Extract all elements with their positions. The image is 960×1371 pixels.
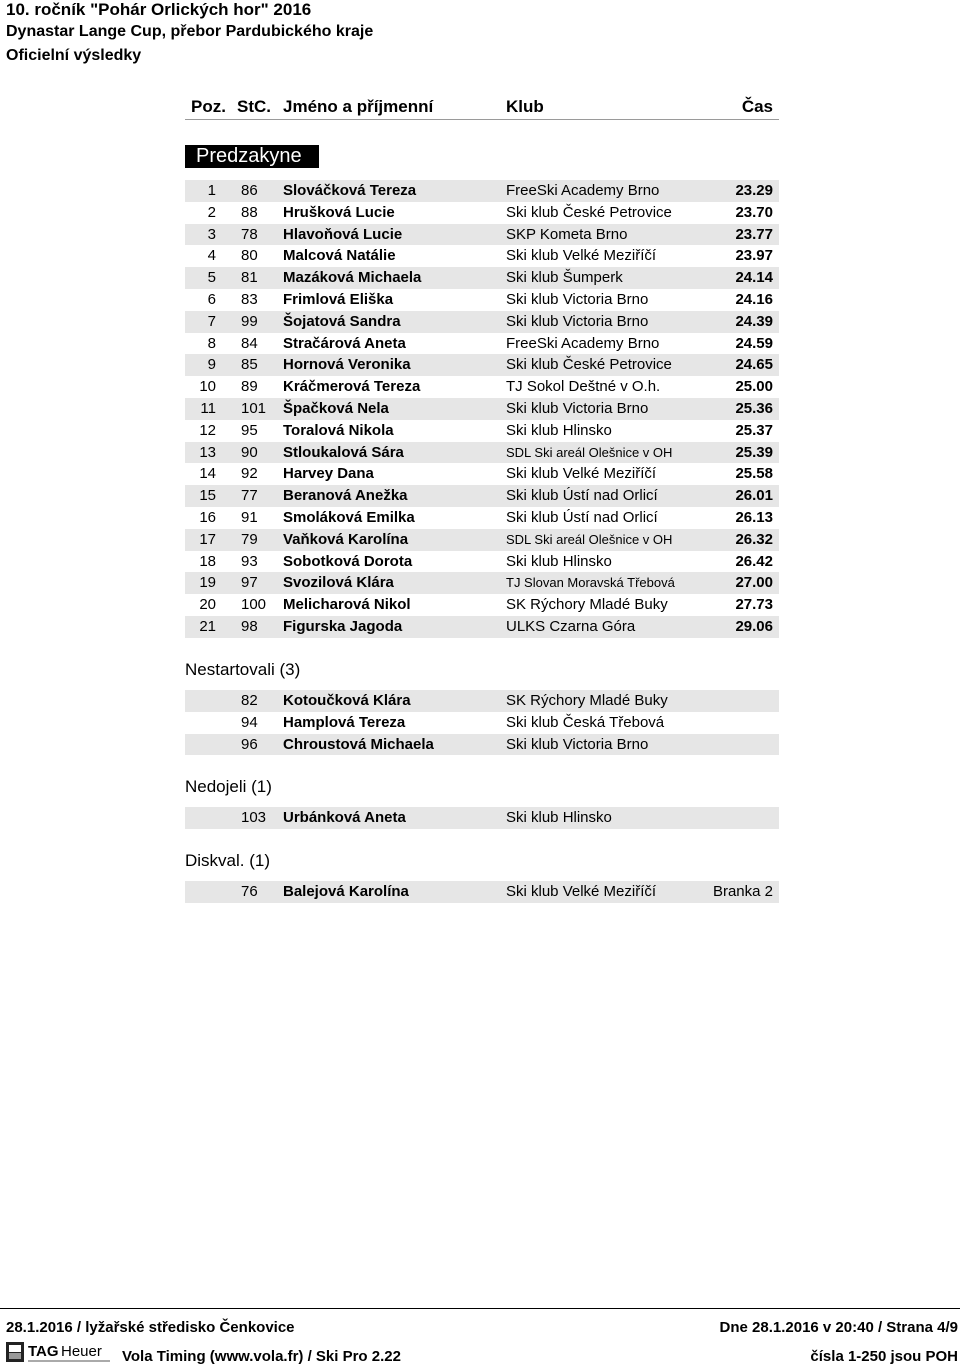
club-cell: Ski klub Ústí nad Orlicí: [506, 487, 658, 505]
name-cell: Chroustová Michaela: [283, 735, 434, 753]
dnf-table: [185, 807, 779, 829]
time-cell: 23.77: [735, 225, 773, 243]
dns-table: [185, 690, 779, 755]
club-cell: ULKS Czarna Góra: [506, 617, 636, 635]
club-cell: Ski klub České Petrovice: [506, 356, 672, 374]
name-cell: Hornová Veronika: [283, 356, 411, 374]
rank-cell: 16: [199, 508, 216, 526]
column-header: [185, 95, 779, 120]
time-cell: 27.73: [735, 596, 773, 614]
time-cell: 25.58: [735, 465, 773, 483]
table-row: [185, 485, 779, 507]
name-cell: Slováčková Tereza: [283, 182, 417, 199]
time-cell: 23.70: [735, 203, 773, 221]
table-row: [185, 267, 779, 289]
rank-cell: 19: [199, 574, 216, 592]
col-time: Čas: [741, 97, 773, 116]
bib-cell: 77: [241, 487, 258, 505]
name-cell: Malcová Natálie: [283, 247, 396, 265]
table-row: [185, 420, 779, 442]
club-cell: SKP Kometa Brno: [506, 225, 628, 243]
bib-cell: 83: [241, 290, 258, 308]
time-cell: 24.14: [735, 269, 773, 287]
table-row: [185, 333, 779, 355]
bib-cell: 98: [241, 617, 258, 635]
club-cell: Ski klub Velké Meziříčí: [506, 465, 657, 483]
name-cell: Harvey Dana: [283, 465, 374, 483]
table-row: [185, 807, 779, 829]
table-row: [185, 354, 779, 376]
col-pos: Poz.: [191, 97, 226, 116]
name-cell: Stračárová Aneta: [283, 334, 406, 352]
bib-cell: 86: [241, 182, 258, 199]
results-type: Oficielní výsledky: [6, 47, 142, 64]
rank-cell: 7: [207, 312, 216, 330]
rank-cell: 18: [199, 552, 216, 570]
name-cell: Sobotková Dorota: [283, 552, 413, 570]
club-cell: FreeSki Academy Brno: [506, 334, 660, 352]
rank-cell: 21: [199, 617, 216, 635]
bib-cell: 101: [241, 399, 267, 417]
svg-text:TAG: TAG: [28, 1343, 59, 1360]
table-row: [185, 734, 779, 756]
rank-cell: 20: [199, 596, 216, 614]
time-cell: 25.39: [735, 443, 773, 461]
time-cell: 24.39: [735, 312, 773, 330]
club-cell: TJ Slovan Moravská Třebová: [506, 575, 675, 591]
bib-cell: 100: [241, 596, 267, 614]
club-cell: SK Rýchory Mladé Buky: [506, 692, 668, 709]
time-cell: 26.13: [735, 508, 773, 526]
bib-cell: 99: [241, 312, 258, 330]
bib-cell: 95: [241, 421, 258, 439]
rank-cell: 14: [199, 465, 216, 483]
table-row: [185, 529, 779, 551]
time-cell: 23.97: [735, 247, 773, 265]
dns-title: Nestartovali (3): [185, 660, 301, 679]
table-row: [185, 463, 779, 485]
table-row: [185, 180, 779, 202]
rank-cell: 15: [199, 487, 216, 505]
name-cell: Svozilová Klára: [283, 574, 394, 592]
name-cell: Figurska Jagoda: [283, 617, 403, 635]
club-cell: Ski klub Hlinsko: [506, 421, 612, 439]
bib-cell: 80: [241, 247, 258, 265]
club-cell: Ski klub Velké Meziříčí: [506, 883, 657, 900]
time-cell: 29.06: [735, 617, 773, 635]
rank-cell: 11: [200, 399, 216, 417]
name-cell: Stloukalová Sára: [283, 443, 404, 461]
event-title: 10. ročník "Pohár Orlických hor" 2016: [6, 0, 312, 19]
col-bib: StC.: [237, 97, 271, 116]
rank-cell: 5: [207, 269, 216, 287]
table-row: [185, 690, 779, 712]
time-cell: 27.00: [735, 574, 773, 592]
page-footer: [0, 1308, 960, 1371]
time-cell: 25.37: [735, 421, 773, 439]
table-row: [185, 712, 779, 734]
table-row: [185, 202, 779, 224]
table-row: [185, 398, 779, 420]
table-row: [185, 289, 779, 311]
rank-cell: 13: [199, 443, 216, 461]
bib-cell: 85: [241, 356, 258, 374]
note-cell: Branka 2: [712, 883, 773, 900]
name-cell: Šojatová Sandra: [283, 312, 401, 330]
name-cell: Kotoučková Klára: [283, 692, 411, 709]
bib-cell: 93: [241, 552, 258, 570]
club-cell: Ski klub Šumperk: [506, 269, 623, 287]
table-row: [185, 376, 779, 398]
dnf-title: Nedojeli (1): [185, 777, 272, 796]
club-cell: Ski klub Victoria Brno: [506, 399, 649, 417]
rank-cell: 17: [199, 530, 216, 548]
club-cell: Ski klub Ústí nad Orlicí: [506, 508, 658, 526]
rank-cell: 4: [207, 247, 216, 265]
table-row: [185, 572, 779, 594]
club-cell: Ski klub Hlinsko: [506, 552, 612, 570]
time-cell: 24.59: [735, 334, 773, 352]
name-cell: Urbánková Aneta: [283, 809, 406, 826]
col-club: Klub: [506, 97, 544, 116]
event-subtitle: Dynastar Lange Cup, přebor Pardubického kraje: [6, 23, 374, 40]
tagheuer-logo-icon: [6, 1339, 112, 1366]
time-cell: 26.42: [735, 552, 773, 570]
name-cell: Toralová Nikola: [283, 421, 394, 439]
rank-cell: 12: [199, 421, 216, 439]
name-cell: Kráčmerová Tereza: [283, 378, 421, 396]
table-row: [185, 507, 779, 529]
club-cell: Ski klub Velké Meziříčí: [506, 247, 657, 265]
table-row: [185, 594, 779, 616]
name-cell: Smoláková Emilka: [283, 508, 415, 526]
bib-cell: 79: [241, 530, 258, 548]
table-row: [185, 442, 779, 464]
results-table: [185, 180, 779, 638]
name-cell: Beranová Anežka: [283, 487, 408, 505]
name-cell: Mazáková Michaela: [283, 269, 422, 287]
bib-cell: 89: [241, 378, 258, 396]
bib-cell: 82: [241, 692, 258, 709]
time-cell: 26.01: [735, 487, 773, 505]
club-cell: Ski klub České Petrovice: [506, 203, 672, 221]
club-cell: Ski klub Victoria Brno: [506, 735, 649, 753]
svg-text:Heuer: Heuer: [61, 1343, 102, 1360]
time-cell: 25.36: [735, 399, 773, 417]
name-cell: Hamplová Tereza: [283, 713, 406, 731]
name-cell: Špačková Nela: [283, 399, 389, 417]
bib-cell: 78: [241, 225, 258, 243]
club-cell: Ski klub Česká Třebová: [506, 713, 665, 731]
rank-cell: 3: [207, 225, 216, 243]
footer-timing: Vola Timing (www.vola.fr) / Ski Pro 2.22: [122, 1348, 401, 1365]
club-cell: Ski klub Hlinsko: [506, 809, 612, 826]
table-row: [185, 224, 779, 246]
bib-cell: 97: [241, 574, 258, 592]
dsq-title: Diskval. (1): [185, 851, 271, 870]
bib-cell: 90: [241, 443, 258, 461]
table-row: [185, 245, 779, 267]
rank-cell: 2: [207, 203, 216, 221]
rank-cell: 10: [199, 378, 216, 396]
rank-cell: 8: [207, 334, 216, 352]
table-row: [185, 311, 779, 333]
rank-cell: 1: [207, 182, 216, 199]
club-cell: TJ Sokol Deštné v O.h.: [506, 378, 661, 396]
club-cell: FreeSki Academy Brno: [506, 182, 660, 199]
table-row: [185, 551, 779, 573]
name-cell: Frimlová Eliška: [283, 290, 394, 308]
footer-page-info: Dne 28.1.2016 v 20:40 / Strana 4/9: [719, 1319, 958, 1336]
name-cell: Hrušková Lucie: [283, 203, 395, 221]
name-cell: Vaňková Karolína: [283, 530, 409, 548]
footer-date-location: 28.1.2016 / lyžařské středisko Čenkovice: [6, 1319, 295, 1336]
club-cell: SDL Ski areál Olešnice v OH: [506, 531, 673, 547]
dsq-table: [185, 881, 779, 903]
time-cell: 24.65: [735, 356, 773, 374]
name-cell: Balejová Karolína: [283, 883, 409, 900]
footer-bib-info: čísla 1-250 jsou POH: [810, 1348, 958, 1365]
bib-cell: 96: [241, 735, 258, 753]
col-name: Jméno a příjmenní: [283, 97, 434, 116]
club-cell: Ski klub Victoria Brno: [506, 290, 649, 308]
time-cell: 25.00: [735, 378, 773, 396]
bib-cell: 88: [241, 203, 258, 221]
bib-cell: 84: [241, 334, 258, 352]
bib-cell: 76: [241, 883, 258, 900]
name-cell: Hlavoňová Lucie: [283, 225, 403, 243]
club-cell: Ski klub Victoria Brno: [506, 312, 649, 330]
time-cell: 23.29: [735, 182, 773, 199]
club-cell: SDL Ski areál Olešnice v OH: [506, 444, 673, 460]
rank-cell: 9: [207, 356, 216, 374]
bib-cell: 81: [241, 269, 258, 287]
bib-cell: 94: [241, 713, 258, 731]
bib-cell: 103: [241, 809, 267, 826]
rank-cell: 6: [207, 290, 216, 308]
table-row: [185, 616, 779, 638]
time-cell: 24.16: [735, 290, 773, 308]
name-cell: Melicharová Nikol: [283, 596, 411, 614]
table-row: [185, 881, 779, 903]
time-cell: 26.32: [735, 530, 773, 548]
club-cell: SK Rýchory Mladé Buky: [506, 596, 668, 614]
bib-cell: 91: [241, 508, 258, 526]
category-badge: Predzakyne: [185, 145, 319, 168]
bib-cell: 92: [241, 465, 258, 483]
